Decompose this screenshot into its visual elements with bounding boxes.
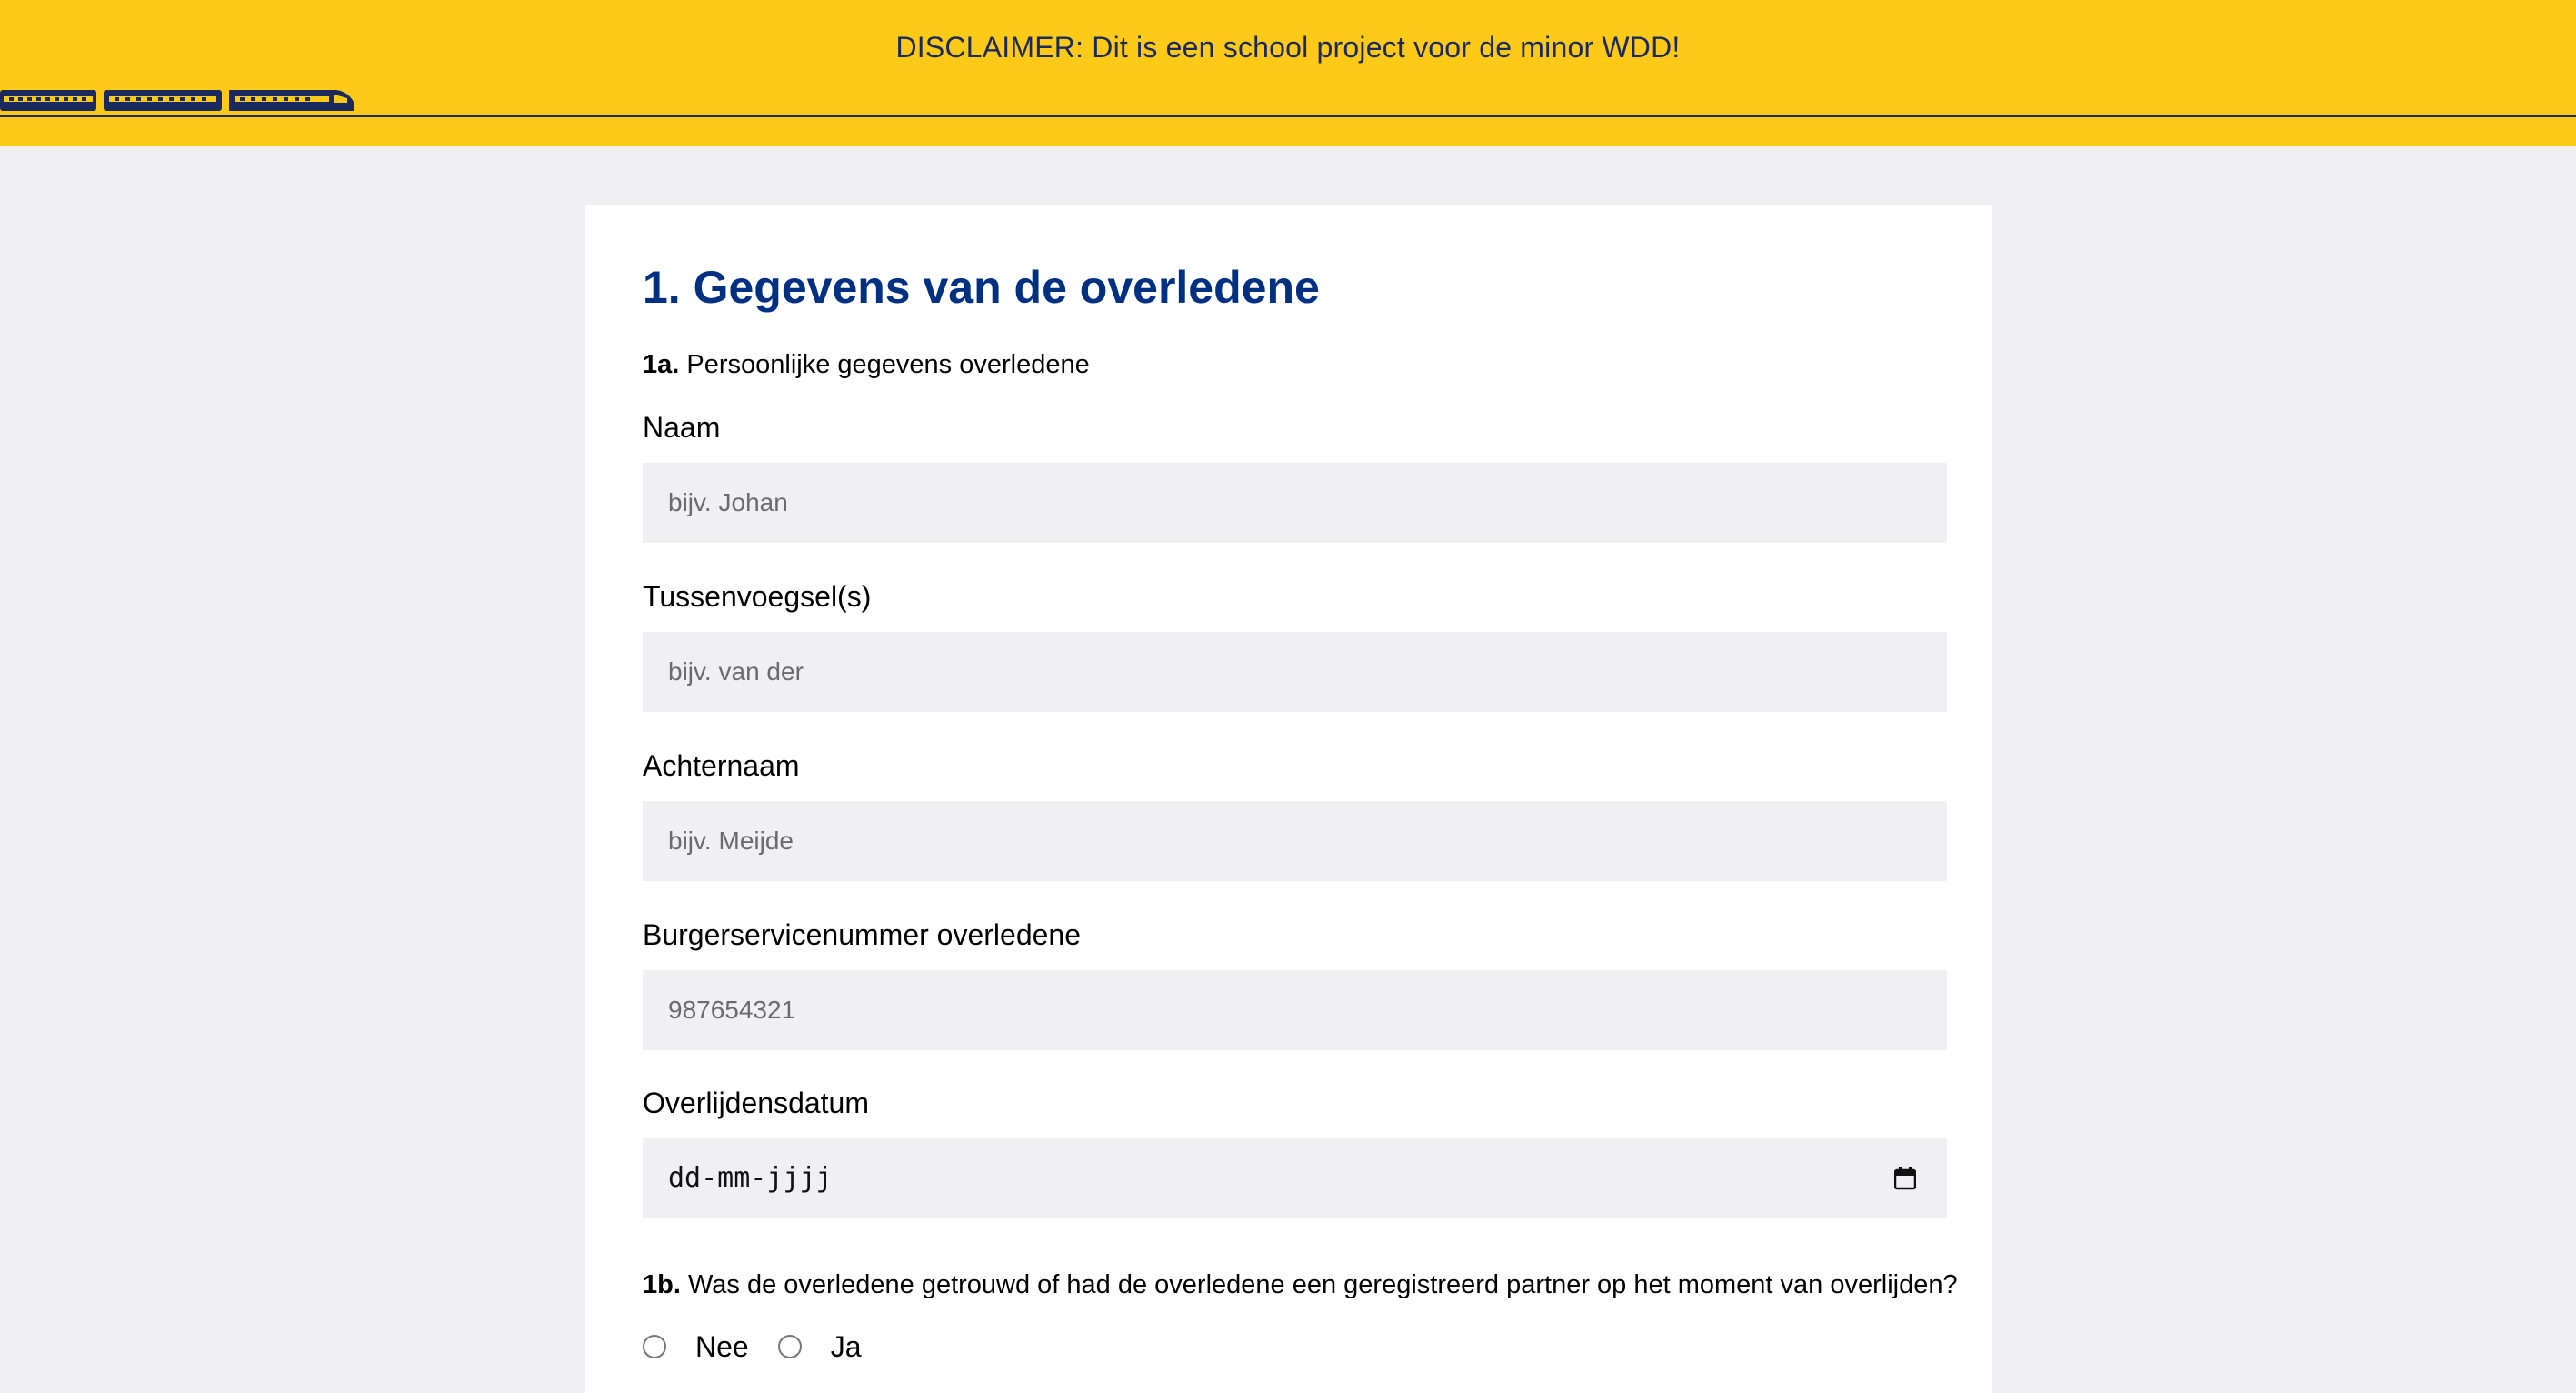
radio-nee-label[interactable]: Nee bbox=[695, 1329, 749, 1363]
subheading-1a-number: 1a. bbox=[643, 350, 680, 379]
train-icon bbox=[0, 87, 356, 116]
question-1b bbox=[643, 1270, 1958, 1300]
bsn-input[interactable] bbox=[643, 970, 1947, 1050]
achternaam-input[interactable] bbox=[643, 801, 1947, 881]
achternaam-label: Achternaam bbox=[643, 749, 800, 782]
date-placeholder: dd-mm-jjjj bbox=[668, 1162, 833, 1194]
naam-label: Naam bbox=[643, 411, 721, 444]
naam-input[interactable] bbox=[643, 463, 1947, 543]
calendar-icon[interactable] bbox=[1894, 1167, 1916, 1190]
overlijdensdatum-label: Overlijdensdatum bbox=[643, 1087, 869, 1119]
tussenvoegsel-label: Tussenvoegsel(s) bbox=[643, 580, 872, 613]
radio-nee[interactable] bbox=[643, 1335, 666, 1358]
subheading-1a bbox=[643, 350, 1090, 380]
radio-ja[interactable] bbox=[778, 1335, 802, 1358]
disclaimer-banner bbox=[0, 0, 2576, 146]
section-title: 1. Gegevens van de overledene bbox=[643, 262, 1320, 313]
question-1b-number: 1b. bbox=[643, 1270, 681, 1299]
question-1b-text: Was de overledene getrouwd of had de overledene een geregistreerd partner op het moment van overlijden? bbox=[680, 1270, 1958, 1299]
disclaimer-text: DISCLAIMER: Dit is een school project voor de minor WDD! bbox=[895, 31, 1681, 64]
partner-radio-group bbox=[643, 1328, 891, 1365]
tussenvoegsel-input[interactable] bbox=[643, 632, 1947, 712]
rail-line bbox=[0, 115, 2576, 117]
overlijdensdatum-input[interactable] bbox=[643, 1138, 1947, 1218]
subheading-1a-text: Persoonlijke gegevens overledene bbox=[679, 350, 1090, 379]
form-card bbox=[585, 205, 1992, 1393]
bsn-label: Burgerservicenummer overledene bbox=[643, 918, 1081, 951]
radio-ja-label[interactable]: Ja bbox=[830, 1329, 862, 1363]
